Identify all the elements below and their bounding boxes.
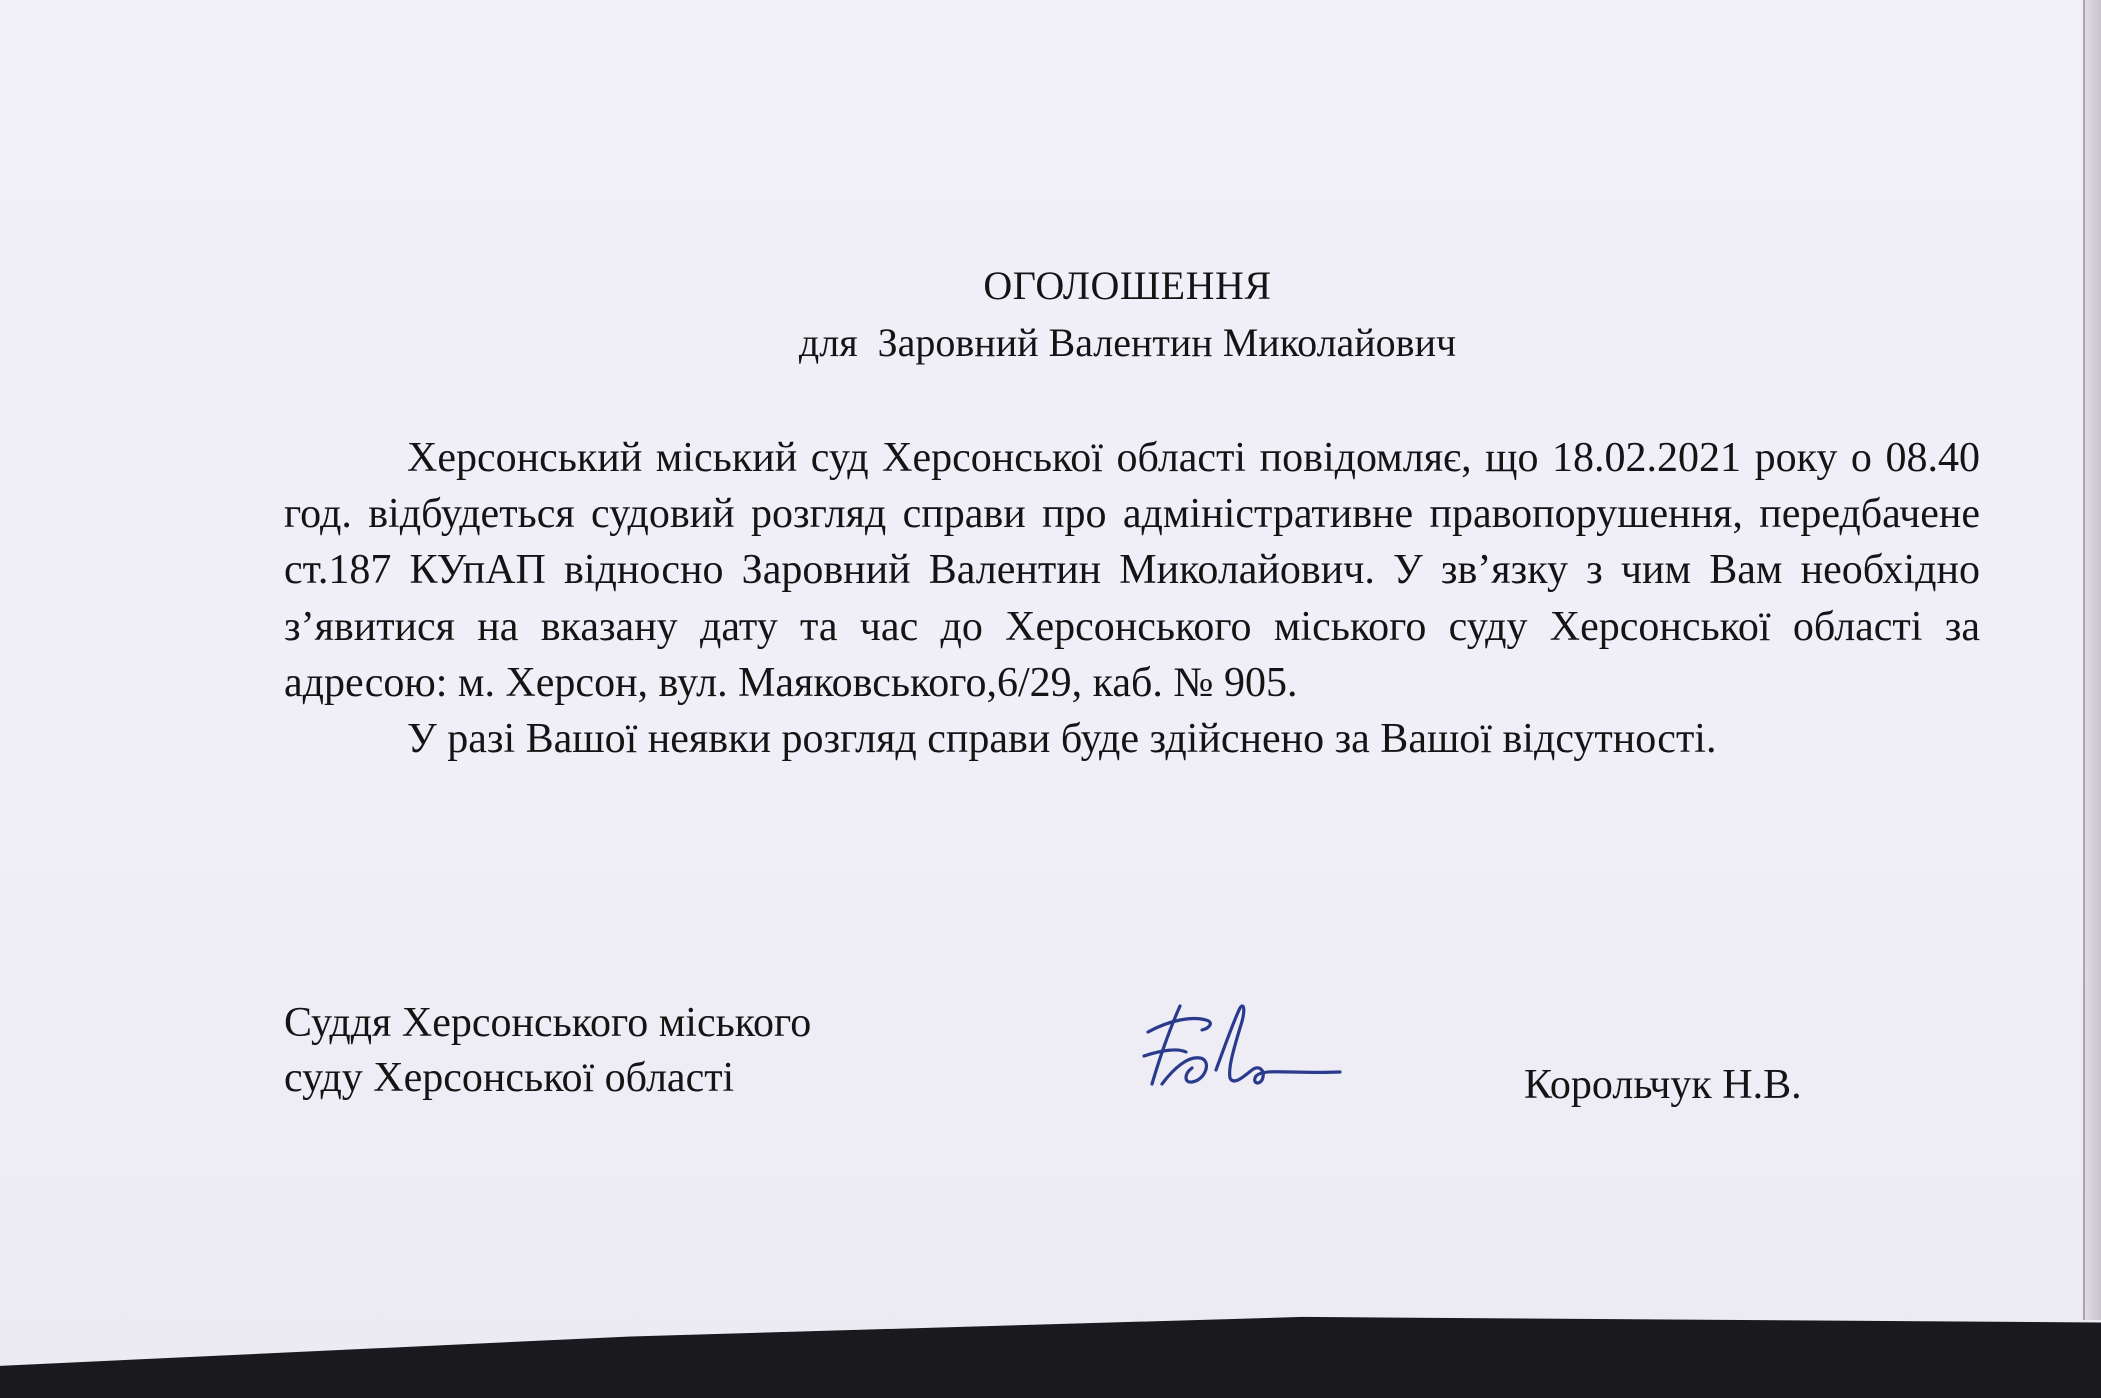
- signature-stroke: [1162, 1058, 1206, 1084]
- signature-stroke: [1152, 1006, 1180, 1084]
- judge-name: Корольчук Н.В.: [1524, 1062, 1802, 1108]
- judge-position-line-1: Суддя Херсонського міського: [284, 1000, 812, 1046]
- recipient-line: для Заровний Валентин Миколайович: [798, 320, 1457, 365]
- handwritten-signature: [1140, 998, 1350, 1093]
- judge-position: [284, 996, 811, 1106]
- document-body: [284, 430, 1980, 767]
- judge-position-line-2: суду Херсонської області: [284, 1055, 735, 1101]
- paper-edge-shadow: [2085, 0, 2101, 1320]
- document-title: ОГОЛОШЕННЯ: [983, 263, 1272, 308]
- signature-stroke: [1216, 1006, 1340, 1083]
- notice-paragraph: Херсонський міський суд Херсонської області повідомляє, що 18.02.2021 року о 08.40 год. відбудеться судовий розгляд справи про адміністративне правопорушення, передбачене ст.187 КУпАП відносно Заровний Валентин Миколайович. У зв’язку з чим Вам необхідно з’явитися на вказану дату та час до Херсонського міського суду Херсонської області за адресою: м. Херсон, вул. Маяковського,6/29, каб. № 905.: [284, 435, 1980, 706]
- signature-stroke: [1148, 1019, 1210, 1033]
- absence-paragraph: У разі Вашої неявки розгляд справи буде здійснено за Вашої відсутності.: [407, 716, 1717, 763]
- signature-stroke: [1144, 1050, 1186, 1056]
